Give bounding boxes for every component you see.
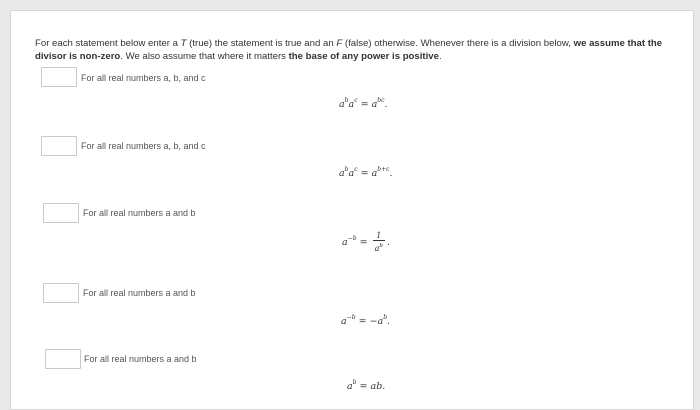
question-panel <box>10 10 694 410</box>
formula-rhs: = a <box>360 168 378 179</box>
formula-period: . <box>382 381 386 392</box>
instructions-text: . We also assume that where it matters <box>120 51 289 62</box>
formula-1 <box>339 97 387 110</box>
formula-exp: c <box>354 97 358 104</box>
fraction <box>373 231 385 254</box>
instructions-text: . <box>438 51 442 62</box>
formula-exp: c <box>354 166 358 173</box>
instructions-text: (false) otherwise. Whenever there is a division below, <box>342 38 574 49</box>
instructions-bold-divisor: we assume that the divisor is non-zero <box>35 38 663 62</box>
instructions-t: T <box>180 38 187 49</box>
fraction-numerator: 1 <box>376 231 382 240</box>
formula-exp: −b <box>347 235 357 242</box>
instructions-bold-base: the base of any power is positive <box>288 51 439 62</box>
formula-exp: bc <box>377 97 385 104</box>
fraction-den-exp: b <box>379 243 383 249</box>
formula-period: . <box>386 237 390 248</box>
instructions <box>35 37 685 63</box>
formula-period: . <box>387 316 391 327</box>
formula-rhs: = −a <box>358 316 384 327</box>
formula-base: a <box>339 99 345 110</box>
statement-label-5: For all real numbers a and b <box>84 354 197 364</box>
answer-input-5[interactable] <box>45 349 81 369</box>
formula-5 <box>347 379 385 392</box>
formula-period: . <box>389 168 393 179</box>
formula-exp: −b <box>346 314 356 321</box>
answer-input-2[interactable] <box>41 136 77 156</box>
statement-label-1: For all real numbers a, b, and c <box>81 73 206 83</box>
formula-exp: b <box>383 314 388 321</box>
formula-exp: b <box>352 379 357 386</box>
formula-period: . <box>384 99 388 110</box>
formula-4 <box>341 314 390 327</box>
formula-base: a <box>341 316 347 327</box>
formula-rhs: = a <box>360 99 378 110</box>
formula-base: a <box>348 99 355 110</box>
formula-exp: b <box>344 97 349 104</box>
instructions-text: (true) the statement is true and an <box>186 38 337 49</box>
formula-exp: b <box>344 166 349 173</box>
formula-rhs: = ab <box>359 381 383 392</box>
formula-equals: = <box>359 237 368 248</box>
fraction-den-base: a <box>374 244 380 253</box>
answer-input-1[interactable] <box>41 67 77 87</box>
statement-label-2: For all real numbers a, b, and c <box>81 141 206 151</box>
formula-base: a <box>342 237 348 248</box>
instructions-text: For each statement below enter a <box>35 38 181 49</box>
formula-base: a <box>339 168 345 179</box>
formula-3 <box>342 231 390 254</box>
formula-exp: b+c <box>377 166 390 173</box>
answer-input-3[interactable] <box>43 203 79 223</box>
statement-label-3: For all real numbers a and b <box>83 208 196 218</box>
instructions-f: F <box>336 38 343 49</box>
formula-base: a <box>348 168 355 179</box>
fraction-denominator <box>373 240 385 254</box>
formula-2 <box>339 166 393 179</box>
formula-base: a <box>347 381 353 392</box>
answer-input-4[interactable] <box>43 283 79 303</box>
statement-label-4: For all real numbers a and b <box>83 288 196 298</box>
